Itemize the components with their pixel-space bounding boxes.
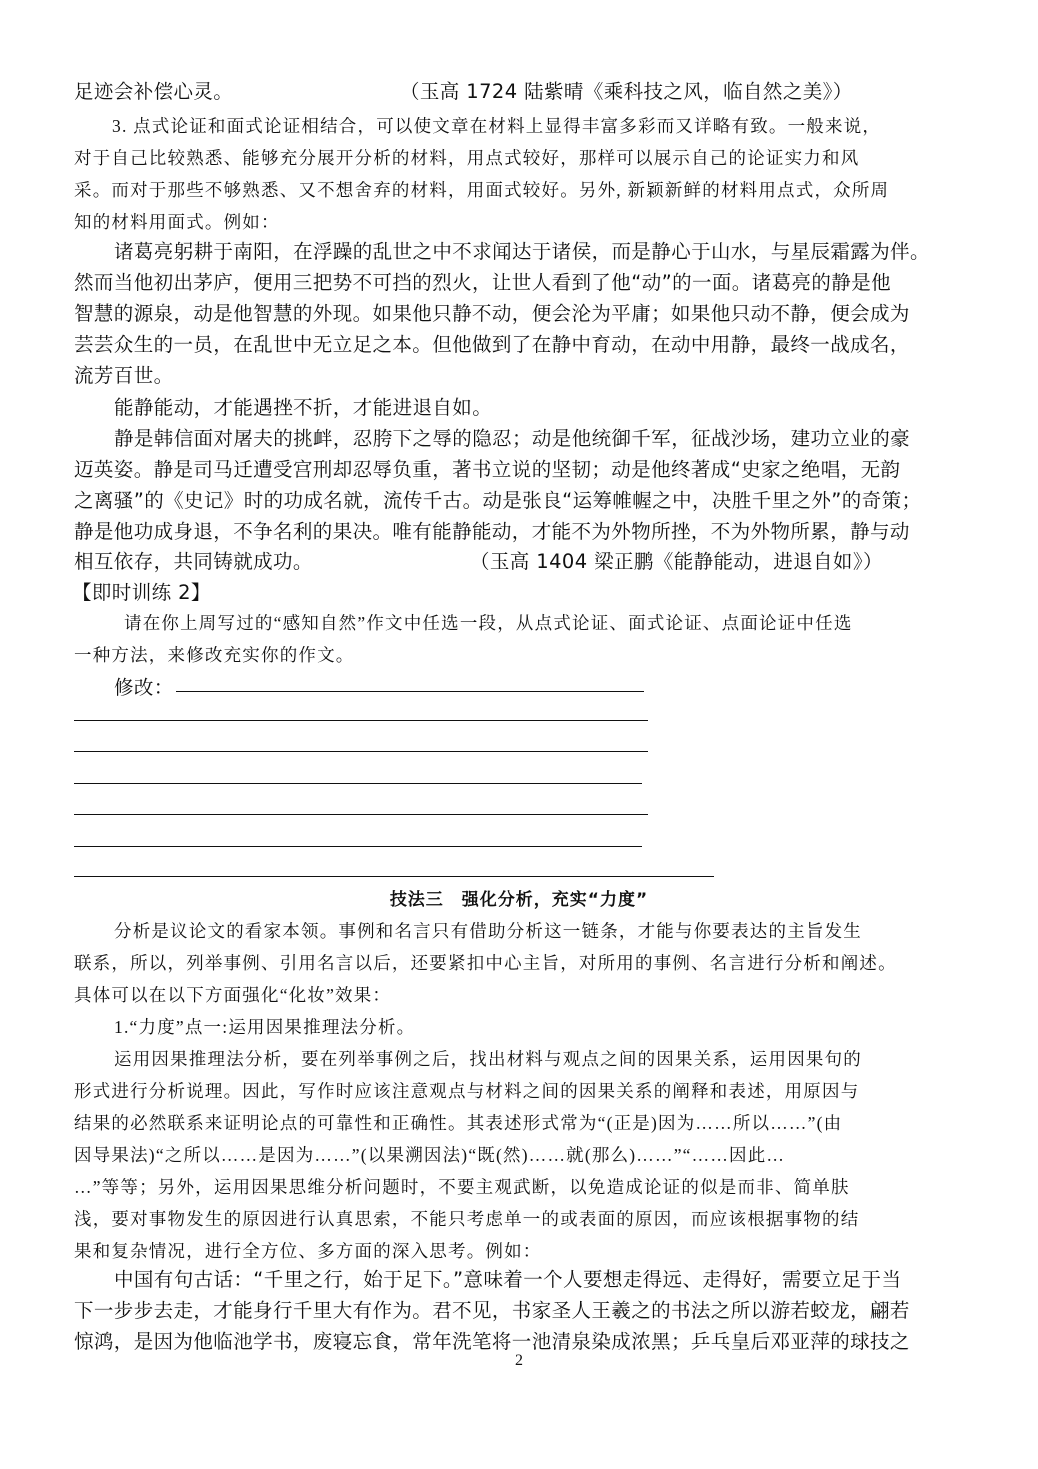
revise-label: 修改： [114,676,174,699]
paragraph-line: 知的材料用面式。例如： [74,212,280,232]
citation: （玉高 1724 陆紫晴《乘科技之风，临自然之美》） [400,80,853,103]
paragraph-line: 运用因果推理法分析，要在列举事例之后，找出材料与观点之间的因果关系，运用因果句的 [114,1049,862,1069]
paragraph-line: 请在你上周写过的“感知自然”作文中任选一段，从点式论证、面式论证、点面论证中任选 [124,613,853,633]
example-line: 中国有句古话：“千里之行，始于足下。”意味着一个人要想走得远、走得好，需要立足于当 [114,1268,902,1291]
paragraph-line: 果和复杂情况，进行全方位、多方面的深入思考。例如： [74,1241,542,1261]
paragraph-line: 结果的必然联系来证明论点的可靠性和正确性。其表述形式常为“(正是)因为……所以……”(由 [74,1113,843,1133]
answer-line[interactable] [176,691,644,692]
paragraph-line: 3. 点式论证和面式论证相结合，可以使文章在材料上显得丰富多彩而又详略有致。一般来说， [112,116,882,136]
page-number: 2 [515,1352,523,1369]
example-line: 迈英姿。静是司马迁遭受宫刑却忍辱负重，著书立说的坚韧；动是他终著成“史家之绝唱，无韵 [74,458,901,481]
example-line: 流芳百世。 [74,364,174,387]
paragraph-line: 因导果法)“之所以……是因为……”(以果溯因法)“既(然)……就(那么)……”“……因此… [74,1145,786,1165]
example-line: 静是韩信面对屠夫的挑衅，忍胯下之辱的隐忍；动是他统御千军，征战沙场，建功立业的豪 [114,427,911,450]
answer-line[interactable] [74,846,642,847]
paragraph-line: 分析是议论文的看家本领。事例和名言只有借助分析这一链条，才能与你要表达的主旨发生 [114,921,862,941]
example-line: 之离骚”的《史记》时的功成名就，流传千古。动是张良“运筹帷幄之中，决胜千里之外”的奇策； [74,489,922,512]
answer-line[interactable] [74,814,648,815]
paragraph-line: 足迹会补偿心灵。 [74,80,234,103]
example-line: 然而当他初出茅庐，便用三把势不可挡的烈火，让世人看到了他“动”的一面。诸葛亮的静是他 [74,271,892,294]
example-line: 能静能动，才能遇挫不折，才能进退自如。 [114,396,493,419]
section-title: 【即时训练 2】 [72,581,211,604]
example-line: 芸芸众生的一员，在乱世中无立足之本。但他做到了在静中育动，在动中用静，最终一战成名， [74,333,910,356]
example-line: 惊鸿，是因为他临池学书，废寝忘食，常年洗笔将一池清泉染成浓黑；乒乓皇后邓亚萍的球技之 [74,1330,910,1353]
paragraph-line: 具体可以在以下方面强化“化妆”效果： [74,985,392,1005]
example-line: 下一步步去走，才能身行千里大有作为。君不见，书家圣人王羲之的书法之所以游若蛟龙，翩若 [74,1299,910,1322]
answer-line[interactable] [74,876,714,877]
citation: （玉高 1404 梁正鹏《能静能动，进退自如》） [470,550,883,573]
answer-line[interactable] [74,751,648,752]
example-line: 相互依存，共同铸就成功。 [74,550,313,573]
paragraph-line: 采。而对于那些不够熟悉、又不想舍弃的材料，用面式较好。另外, 新颖新鲜的材料用点式，众所周 [74,180,890,200]
subsection-title: 1.“力度”点一:运用因果推理法分析。 [114,1017,416,1037]
paragraph-line: 形式进行分析说理。因此，写作时应该注意观点与材料之间的因果关系的阐释和表述，用原因与 [74,1081,860,1101]
section-heading: 技法三 强化分析，充实“力度” [389,890,649,910]
paragraph-line: …”等等；另外，运用因果思维分析问题时，不要主观武断，以免造成论证的似是而非、简单肤 [74,1177,850,1197]
example-line: 智慧的源泉，动是他智慧的外现。如果他只静不动，便会沦为平庸；如果他只动不静，便会成为 [74,302,910,325]
answer-line[interactable] [74,783,642,784]
paragraph-line: 联系，所以，列举事例、引用名言以后，还要紧扣中心主旨，对所用的事例、名言进行分析和阐述。 [74,953,897,973]
paragraph-line: 浅，要对事物发生的原因进行认真思索，不能只考虑单一的或表面的原因，而应该根据事物的结 [74,1209,860,1229]
paragraph-line: 一种方法，来修改充实你的作文。 [74,645,355,665]
answer-line[interactable] [74,720,648,721]
example-line: 静是他功成身退，不争名利的果决。唯有能静能动，才能不为外物所挫，不为外物所累，静与动 [74,520,910,543]
paragraph-line: 对于自己比较熟悉、能够充分展开分析的材料，用点式较好，那样可以展示自己的论证实力和风 [74,148,860,168]
example-line: 诸葛亮躬耕于南阳，在浮躁的乱世之中不求闻达于诸侯，而是静心于山水，与星辰霜露为伴。 [114,240,930,263]
